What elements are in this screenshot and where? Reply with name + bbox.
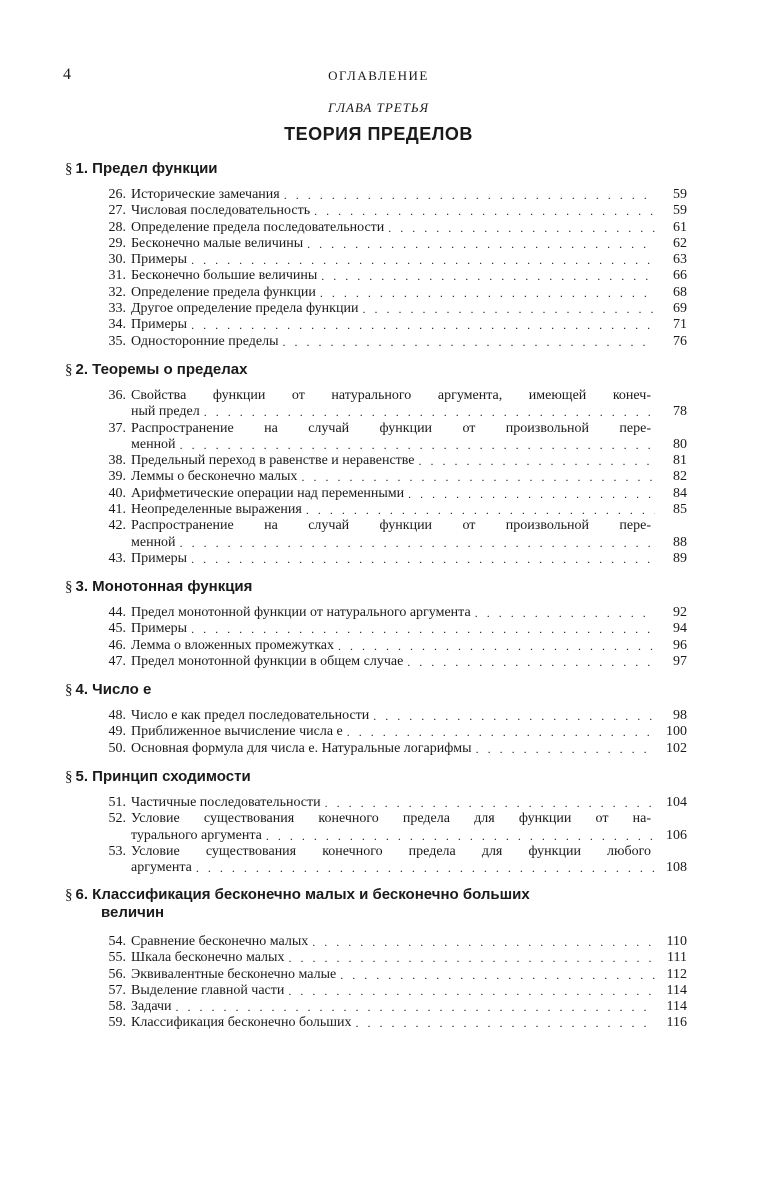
section-heading [65,886,687,922]
entry-number: 43. [108,550,126,566]
paragraph-sign: § [65,161,73,177]
entry-title-continued: менной [131,534,176,550]
entry-page: 114 [666,999,687,1015]
dot-leader [476,741,655,757]
entry-page: 116 [666,1015,687,1031]
entry-number: 36. [108,388,126,403]
section-title: 4. Число e [75,681,152,698]
dot-leader [407,654,655,670]
toc-section [65,160,687,350]
entry-number: 34. [108,317,126,333]
entry-number: 32. [108,284,126,300]
entry-title: Исторические замечания [131,187,280,202]
entry-number: 59. [108,1015,126,1031]
toc-entry [65,388,687,421]
toc-entry [65,203,687,219]
entry-title: Распространение на случай функции от произвольной пере- [131,420,651,436]
section-title: 5. Принцип сходимости [75,768,251,785]
entry-page: 71 [673,317,687,333]
section-heading [65,578,687,596]
dot-leader [362,301,655,317]
entry-list [65,388,687,567]
entry-line [65,535,687,551]
entry-title: Частичные последовательности [131,795,321,810]
paragraph-sign: § [65,362,73,378]
entry-number: 27. [108,203,126,219]
entry-title: Распространение на случай функции от произвольной пере- [131,518,651,534]
entry-title: Односторонние пределы [131,333,279,349]
entry-title: Классификация бесконечно больших [131,1015,352,1031]
entry-page: 61 [673,219,687,235]
entry-title: Предельный переход в равенстве и неравенстве [131,453,415,469]
toc-entry [65,654,687,670]
entry-page: 106 [666,827,687,843]
entry-number: 40. [108,485,126,501]
dot-leader [191,621,655,637]
entry-number: 50. [108,740,126,756]
toc-entry [65,187,687,203]
entry-page: 78 [673,404,687,420]
toc-entry [65,999,687,1015]
toc-entry [65,741,687,757]
entry-number: 58. [108,999,126,1015]
dot-leader [204,404,655,420]
entry-number: 54. [108,934,126,949]
entry-page: 81 [673,453,687,469]
entry-page: 111 [667,950,687,966]
entry-title-continued: менной [131,436,176,452]
dot-leader [340,967,655,983]
dot-leader [312,934,655,950]
entry-line [65,860,687,876]
entry-number: 53. [108,843,126,859]
toc-entry [65,621,687,637]
entry-line [65,844,687,860]
entry-page: 89 [673,550,687,566]
toc-section [65,768,687,876]
toc-entry [65,724,687,740]
section-title: 3. Монотонная функция [75,578,253,595]
dot-leader [307,236,655,252]
toc-entry [65,236,687,252]
section-title: 2. Теоремы о пределах [75,361,248,378]
dot-leader [388,220,655,236]
entry-page: 84 [673,485,687,501]
dot-leader [408,486,655,502]
entry-title: Условие существования конечного предела для функции любого [131,843,651,859]
toc-entry [65,518,687,551]
entry-title: Примеры [131,252,188,268]
entry-title: Числовая последовательность [131,203,311,219]
entry-title: Число e как предел последовательности [131,708,370,723]
entry-number: 33. [108,301,126,317]
entry-page: 85 [673,502,687,518]
entry-number: 51. [108,795,126,810]
entry-page: 88 [673,534,687,550]
entry-title: Сравнение бесконечно малых [131,934,309,949]
entry-number: 41. [108,502,126,518]
dot-leader [282,334,655,350]
entry-page: 96 [673,637,687,653]
entry-number: 26. [108,187,126,202]
entry-title: Свойства функции от натурального аргумента, имеющей конеч- [131,388,651,403]
entry-line [65,828,687,844]
entry-number: 56. [108,966,126,982]
toc-entry [65,421,687,454]
entry-line [65,518,687,534]
toc-entry [65,453,687,469]
entry-page: 68 [673,284,687,300]
toc-section [65,578,687,670]
toc-entry [65,268,687,284]
entry-page: 110 [666,934,687,949]
entry-page: 62 [673,235,687,251]
toc-entry [65,811,687,844]
entry-number: 48. [108,708,126,723]
dot-leader [180,437,655,453]
dot-leader [176,999,655,1015]
dot-leader [191,551,655,567]
entry-title: Бесконечно малые величины [131,235,304,251]
toc-entry [65,844,687,877]
entry-page: 100 [666,724,687,740]
entry-number: 52. [108,811,126,827]
toc-entry [65,301,687,317]
toc-entry [65,1015,687,1031]
entry-number: 39. [108,469,126,485]
section-heading [65,681,687,699]
toc-entry [65,317,687,333]
entry-title: Лемма о вложенных промежутках [131,637,334,653]
entry-line [65,388,687,404]
paragraph-sign: § [65,579,73,595]
entry-list [65,187,687,350]
entry-number: 37. [108,420,126,436]
dot-leader [356,1015,655,1031]
entry-title: Эквивалентные бесконечно малые [131,966,337,982]
chapter-title: ТЕОРИЯ ПРЕДЕЛОВ [284,124,473,144]
entry-page: 97 [673,653,687,669]
toc-entry [65,983,687,999]
entry-number: 47. [108,653,126,669]
dot-leader [314,203,655,219]
paragraph-sign: § [65,682,73,698]
entry-title-continued: турального аргумента [131,827,262,843]
entry-page: 102 [666,740,687,756]
entry-page: 104 [666,795,687,810]
entry-title: Определение предела функции [131,284,316,300]
entry-number: 45. [108,621,126,637]
section-heading [65,768,687,786]
dot-leader [301,469,655,485]
entry-title: Другое определение предела функции [131,301,359,317]
entry-number: 28. [108,219,126,235]
dot-leader [325,795,655,811]
entry-title: Определение предела последовательности [131,219,385,235]
toc-entry [65,551,687,567]
entry-title: Приближенное вычисление числа e [131,724,343,740]
dot-leader [288,950,655,966]
section-title-continued: величин [101,904,165,921]
entry-title: Основная формула для числа e. Натуральные логарифмы [131,740,472,756]
entry-title: Арифметические операции над переменными [131,485,405,501]
chapter-label: ГЛАВА ТРЕТЬЯ [328,100,429,115]
entry-page: 66 [673,268,687,284]
section-heading [65,361,687,379]
entry-page: 69 [673,301,687,317]
entry-page: 59 [673,203,687,219]
entry-title: Выделение главной части [131,982,285,998]
entry-title: Леммы о бесконечно малых [131,469,298,485]
section-title: 6. Классификация бесконечно малых и бесконечно больших [75,886,530,903]
entry-title-continued: ный предел [131,404,200,420]
entry-title: Условие существования конечного предела для функции от на- [131,811,651,827]
entry-title: Примеры [131,621,188,637]
dot-leader [475,605,655,621]
toc-entry [65,795,687,811]
entry-number: 49. [108,724,126,740]
entry-page: 76 [673,333,687,349]
entry-page: 98 [673,708,687,723]
entry-title: Примеры [131,317,188,333]
dot-leader [284,187,655,203]
entry-page: 114 [666,982,687,998]
dot-leader [306,502,655,518]
toc-entry [65,708,687,724]
toc-entry [65,638,687,654]
entry-number: 38. [108,453,126,469]
toc-entry [65,469,687,485]
entry-number: 57. [108,982,126,998]
running-head: ОГЛАВЛЕНИЕ [328,68,429,83]
dot-leader [196,860,655,876]
entry-number: 55. [108,950,126,966]
entry-title: Задачи [131,999,172,1015]
entry-line [65,437,687,453]
entry-title: Примеры [131,550,188,566]
dot-leader [266,828,655,844]
entry-number: 30. [108,252,126,268]
entry-title: Предел монотонной функции от натурального аргумента [131,605,471,620]
section-title: 1. Предел функции [75,160,218,177]
dot-leader [347,724,655,740]
entry-number: 29. [108,235,126,251]
entry-title: Неопределенные выражения [131,502,302,518]
section-heading [65,160,687,178]
entry-list [65,795,687,876]
entry-list [65,934,687,1032]
entry-list [65,605,687,670]
entry-page: 82 [673,469,687,485]
entry-line [65,421,687,437]
entry-line [65,811,687,827]
entry-line [65,404,687,420]
toc-entry [65,934,687,950]
entry-title: Предел монотонной функции в общем случае [131,653,404,669]
toc-entry [65,220,687,236]
dot-leader [288,983,655,999]
entry-page: 59 [673,187,687,202]
dot-leader [338,638,655,654]
entry-page: 80 [673,436,687,452]
toc-section [65,886,687,1032]
entry-title: Шкала бесконечно малых [131,950,285,966]
entry-number: 35. [108,333,126,349]
entry-page: 112 [666,966,687,982]
dot-leader [191,252,655,268]
dot-leader [191,317,655,333]
paragraph-sign: § [65,769,73,785]
dot-leader [373,708,655,724]
dot-leader [180,535,655,551]
dot-leader [320,285,655,301]
toc-entry [65,605,687,621]
toc-section [65,681,687,757]
toc-entry [65,950,687,966]
toc-entry [65,252,687,268]
entry-number: 31. [108,268,126,284]
entry-number: 42. [108,518,126,534]
entry-page: 92 [673,605,687,620]
toc-entry [65,502,687,518]
entry-page: 94 [673,621,687,637]
entry-title: Бесконечно большие величины [131,268,318,284]
entry-title-continued: аргумента [131,860,192,876]
toc-entry [65,486,687,502]
entry-page: 108 [666,860,687,876]
toc-entry [65,967,687,983]
entry-number: 44. [108,605,126,620]
dot-leader [321,268,655,284]
dot-leader [419,453,655,469]
entry-list [65,708,687,757]
toc-entry [65,285,687,301]
page-number: 4 [63,66,71,83]
entry-number: 46. [108,637,126,653]
toc-section [65,361,687,567]
toc-entry [65,334,687,350]
entry-page: 63 [673,252,687,268]
paragraph-sign: § [65,887,73,903]
